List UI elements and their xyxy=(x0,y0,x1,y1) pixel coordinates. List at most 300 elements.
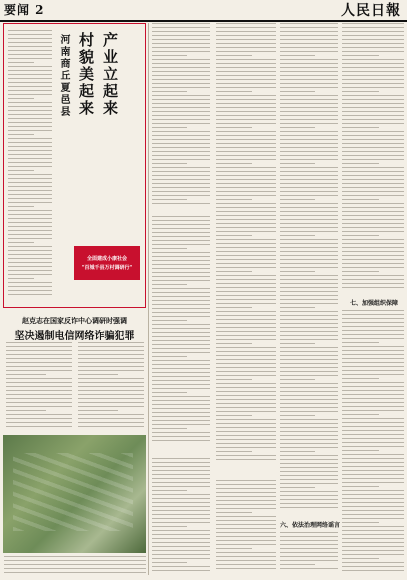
text-line-placeholder xyxy=(280,387,338,388)
text-line-placeholder xyxy=(8,198,52,199)
text-line-placeholder xyxy=(152,27,210,28)
text-line-placeholder xyxy=(280,403,338,404)
text-line-placeholder xyxy=(216,536,276,537)
text-line-placeholder xyxy=(342,91,379,92)
text-line-placeholder xyxy=(216,187,276,188)
text-line-placeholder xyxy=(342,103,404,104)
text-line-placeholder xyxy=(342,223,404,224)
text-line-placeholder xyxy=(216,283,276,284)
text-line-placeholder xyxy=(6,402,72,403)
text-line-placeholder xyxy=(280,67,338,68)
text-line-placeholder xyxy=(342,55,379,56)
text-line-placeholder xyxy=(8,182,52,183)
text-line-placeholder xyxy=(216,51,276,52)
text-line-placeholder xyxy=(342,115,404,116)
text-line-placeholder xyxy=(216,123,276,124)
text-line-placeholder xyxy=(342,510,404,511)
text-line-placeholder xyxy=(216,275,276,276)
text-line-placeholder xyxy=(280,568,338,569)
text-line-placeholder xyxy=(216,179,276,180)
text-line-placeholder xyxy=(280,307,315,308)
text-line-placeholder xyxy=(216,387,276,388)
text-line-placeholder xyxy=(342,159,404,160)
text-line-placeholder xyxy=(342,434,404,435)
text-line-placeholder xyxy=(152,416,210,417)
text-line-placeholder xyxy=(342,382,404,383)
text-line-placeholder xyxy=(78,378,144,379)
text-line-placeholder xyxy=(216,528,276,529)
text-line-placeholder xyxy=(152,131,210,132)
text-line-placeholder xyxy=(216,343,252,344)
text-line-placeholder xyxy=(280,231,338,232)
text-line-placeholder xyxy=(280,203,338,204)
text-line-placeholder xyxy=(152,400,210,401)
text-line-placeholder xyxy=(8,102,52,103)
text-line-placeholder xyxy=(216,35,276,36)
text-line-placeholder xyxy=(8,258,52,259)
text-line-placeholder xyxy=(152,570,210,571)
text-line-placeholder xyxy=(8,134,34,135)
text-line-placeholder xyxy=(280,419,338,420)
text-line-placeholder xyxy=(280,499,338,500)
text-line-placeholder xyxy=(216,367,276,368)
text-line-placeholder xyxy=(280,335,338,336)
text-line-placeholder xyxy=(280,255,338,256)
text-line-placeholder xyxy=(280,295,338,296)
text-line-placeholder xyxy=(280,275,338,276)
text-line-placeholder xyxy=(8,154,52,155)
text-line-placeholder xyxy=(216,540,276,541)
text-line-placeholder xyxy=(280,163,315,164)
text-line-placeholder xyxy=(6,378,72,379)
text-line-placeholder xyxy=(152,494,210,495)
text-line-placeholder xyxy=(152,83,210,84)
text-line-placeholder xyxy=(8,90,52,91)
text-line-placeholder xyxy=(342,530,404,531)
text-line-placeholder xyxy=(280,47,338,48)
photo-caption xyxy=(4,556,146,576)
text-line-placeholder xyxy=(216,496,276,497)
text-line-placeholder xyxy=(216,307,252,308)
text-line-placeholder xyxy=(152,518,210,519)
text-line-placeholder xyxy=(8,266,52,267)
text-line-placeholder xyxy=(342,350,404,351)
text-line-placeholder xyxy=(152,360,210,361)
text-line-placeholder xyxy=(8,162,52,163)
text-line-placeholder xyxy=(342,51,404,52)
text-line-placeholder xyxy=(216,111,276,112)
text-line-placeholder xyxy=(342,155,404,156)
text-line-placeholder xyxy=(216,131,276,132)
text-line-placeholder xyxy=(152,424,210,425)
text-line-placeholder xyxy=(280,279,338,280)
text-line-placeholder xyxy=(280,315,338,316)
text-line-placeholder xyxy=(152,183,210,184)
text-line-placeholder xyxy=(152,220,210,221)
text-line-placeholder xyxy=(152,440,210,441)
text-line-placeholder xyxy=(342,394,404,395)
text-line-placeholder xyxy=(342,95,404,96)
text-line-placeholder xyxy=(152,356,187,357)
text-line-placeholder xyxy=(152,123,210,124)
text-line-placeholder xyxy=(342,187,404,188)
text-line-placeholder xyxy=(280,427,338,428)
text-line-placeholder xyxy=(216,407,276,408)
text-line-placeholder xyxy=(8,178,52,179)
text-line-placeholder xyxy=(342,43,404,44)
text-line-placeholder xyxy=(152,103,210,104)
text-line-placeholder xyxy=(152,248,187,249)
text-line-placeholder xyxy=(280,263,338,264)
text-line-placeholder xyxy=(342,566,404,567)
text-line-placeholder xyxy=(216,279,276,280)
text-line-placeholder xyxy=(216,255,276,256)
masthead-logo: 人民日報 xyxy=(341,3,401,19)
text-line-placeholder xyxy=(152,324,210,325)
text-line-placeholder xyxy=(280,119,338,120)
text-line-placeholder xyxy=(216,415,252,416)
text-line-placeholder xyxy=(280,451,315,452)
text-line-placeholder xyxy=(8,190,52,191)
text-line-placeholder xyxy=(216,219,276,220)
text-line-placeholder xyxy=(342,562,404,563)
text-line-placeholder xyxy=(152,187,210,188)
text-line-placeholder xyxy=(152,75,210,76)
text-line-placeholder xyxy=(8,174,52,175)
text-line-placeholder xyxy=(8,50,52,51)
text-line-placeholder xyxy=(216,403,276,404)
text-line-placeholder xyxy=(280,564,315,565)
text-line-placeholder xyxy=(342,386,404,387)
text-line-placeholder xyxy=(342,251,404,252)
text-line-placeholder xyxy=(152,558,210,559)
text-line-placeholder xyxy=(216,419,276,420)
text-line-placeholder xyxy=(216,43,276,44)
text-line-placeholder xyxy=(152,328,210,329)
text-line-placeholder xyxy=(342,522,379,523)
text-line-placeholder xyxy=(6,358,72,359)
text-line-placeholder xyxy=(216,175,276,176)
text-line-placeholder xyxy=(152,256,210,257)
text-line-placeholder xyxy=(78,418,144,419)
text-line-placeholder xyxy=(6,426,72,427)
text-line-placeholder xyxy=(280,359,338,360)
text-line-placeholder xyxy=(216,119,276,120)
text-line-placeholder xyxy=(342,390,404,391)
text-line-placeholder xyxy=(280,43,338,44)
text-line-placeholder xyxy=(6,350,72,351)
text-line-placeholder xyxy=(216,263,276,264)
text-line-placeholder xyxy=(152,388,210,389)
text-line-placeholder xyxy=(280,447,338,448)
text-line-placeholder xyxy=(216,39,276,40)
text-line-placeholder xyxy=(216,556,276,557)
text-line-placeholder xyxy=(78,414,144,415)
text-line-placeholder xyxy=(152,191,210,192)
text-line-placeholder xyxy=(152,95,210,96)
text-line-placeholder xyxy=(152,498,210,499)
text-line-placeholder xyxy=(280,107,338,108)
text-line-placeholder xyxy=(8,166,52,167)
text-line-placeholder xyxy=(342,219,404,220)
text-line-placeholder xyxy=(78,406,144,407)
text-line-placeholder xyxy=(152,312,210,313)
text-line-placeholder xyxy=(216,443,276,444)
text-line-placeholder xyxy=(280,435,338,436)
text-line-placeholder xyxy=(280,175,338,176)
text-line-placeholder xyxy=(6,390,72,391)
text-line-placeholder xyxy=(342,450,379,451)
text-line-placeholder xyxy=(216,247,276,248)
text-line-placeholder xyxy=(8,58,52,59)
text-line-placeholder xyxy=(6,422,72,423)
text-line-placeholder xyxy=(152,23,210,24)
text-line-placeholder xyxy=(216,516,276,517)
text-line-placeholder xyxy=(342,199,379,200)
text-line-placeholder xyxy=(342,135,404,136)
text-line-placeholder xyxy=(216,323,276,324)
text-line-placeholder xyxy=(216,447,276,448)
text-line-placeholder xyxy=(342,279,404,280)
text-line-placeholder xyxy=(342,83,404,84)
text-line-placeholder xyxy=(280,411,338,412)
text-line-placeholder xyxy=(342,175,404,176)
text-line-placeholder xyxy=(280,311,338,312)
text-line-placeholder xyxy=(8,194,52,195)
text-line-placeholder xyxy=(342,151,404,152)
text-line-placeholder xyxy=(342,470,404,471)
text-line-placeholder xyxy=(152,542,210,543)
text-line-placeholder xyxy=(342,314,404,315)
text-line-placeholder xyxy=(8,170,34,171)
text-line-placeholder xyxy=(216,395,276,396)
text-line-placeholder xyxy=(6,370,72,371)
text-line-placeholder xyxy=(152,364,210,365)
text-line-placeholder xyxy=(342,111,404,112)
text-line-placeholder xyxy=(78,398,144,399)
text-line-placeholder xyxy=(216,235,252,236)
text-line-placeholder xyxy=(280,507,338,508)
text-line-placeholder xyxy=(216,455,276,456)
text-line-placeholder xyxy=(216,199,252,200)
text-line-placeholder xyxy=(78,382,144,383)
doc-col-4-bottom xyxy=(342,310,404,575)
text-line-placeholder xyxy=(280,31,338,32)
text-line-placeholder xyxy=(216,287,276,288)
text-line-placeholder xyxy=(280,23,338,24)
text-line-placeholder xyxy=(280,544,338,545)
text-line-placeholder xyxy=(216,59,276,60)
text-line-placeholder xyxy=(152,31,210,32)
text-line-placeholder xyxy=(216,484,276,485)
text-line-placeholder xyxy=(152,135,210,136)
feature-kicker: 河南商丘夏邑县 xyxy=(58,34,69,118)
text-line-placeholder xyxy=(342,498,404,499)
text-line-placeholder xyxy=(152,268,210,269)
text-line-placeholder xyxy=(216,319,276,320)
text-line-placeholder xyxy=(280,415,315,416)
text-line-placeholder xyxy=(152,380,210,381)
text-line-placeholder xyxy=(8,110,52,111)
text-line-placeholder xyxy=(8,206,34,207)
text-line-placeholder xyxy=(8,46,52,47)
text-line-placeholder xyxy=(342,318,404,319)
text-line-placeholder xyxy=(152,376,210,377)
text-line-placeholder xyxy=(216,508,276,509)
text-line-placeholder xyxy=(280,331,338,332)
text-line-placeholder xyxy=(280,503,338,504)
text-line-placeholder xyxy=(152,47,210,48)
text-line-placeholder xyxy=(152,308,210,309)
text-line-placeholder xyxy=(152,127,187,128)
text-line-placeholder xyxy=(152,79,210,80)
text-line-placeholder xyxy=(152,408,210,409)
text-line-placeholder xyxy=(280,39,338,40)
text-line-placeholder xyxy=(152,514,210,515)
text-line-placeholder xyxy=(8,114,52,115)
text-line-placeholder xyxy=(152,368,210,369)
text-line-placeholder xyxy=(216,564,276,565)
text-line-placeholder xyxy=(280,87,338,88)
text-line-placeholder xyxy=(152,550,210,551)
text-line-placeholder xyxy=(280,155,338,156)
text-line-placeholder xyxy=(280,455,338,456)
text-line-placeholder xyxy=(342,203,404,204)
text-line-placeholder xyxy=(216,195,276,196)
text-line-placeholder xyxy=(280,131,338,132)
text-line-placeholder xyxy=(6,346,72,347)
text-line-placeholder xyxy=(342,414,379,415)
text-line-placeholder xyxy=(8,122,52,123)
text-line-placeholder xyxy=(216,167,276,168)
text-line-placeholder xyxy=(8,218,52,219)
text-line-placeholder xyxy=(216,23,276,24)
text-line-placeholder xyxy=(152,143,210,144)
text-line-placeholder xyxy=(216,532,276,533)
text-line-placeholder xyxy=(216,103,276,104)
text-line-placeholder xyxy=(4,560,146,561)
doc-col-3-bottom xyxy=(280,532,338,575)
text-line-placeholder xyxy=(342,131,404,132)
text-line-placeholder xyxy=(280,271,315,272)
text-line-placeholder xyxy=(152,167,210,168)
text-line-placeholder xyxy=(152,228,210,229)
text-line-placeholder xyxy=(216,504,276,505)
text-line-placeholder xyxy=(152,151,210,152)
text-line-placeholder xyxy=(342,514,404,515)
feature-headline-1: 产业立起来 xyxy=(101,32,119,117)
text-line-placeholder xyxy=(342,330,404,331)
text-line-placeholder xyxy=(342,79,404,80)
text-line-placeholder xyxy=(152,163,187,164)
text-line-placeholder xyxy=(216,371,276,372)
text-line-placeholder xyxy=(280,463,338,464)
text-line-placeholder xyxy=(216,75,276,76)
text-line-placeholder xyxy=(280,339,338,340)
text-line-placeholder xyxy=(152,384,210,385)
text-line-placeholder xyxy=(152,372,210,373)
text-line-placeholder xyxy=(280,179,338,180)
text-line-placeholder xyxy=(280,183,338,184)
text-line-placeholder xyxy=(216,67,276,68)
text-line-placeholder xyxy=(216,327,276,328)
text-line-placeholder xyxy=(8,262,52,263)
text-line-placeholder xyxy=(216,411,276,412)
text-line-placeholder xyxy=(8,66,52,67)
text-line-placeholder xyxy=(152,478,210,479)
text-line-placeholder xyxy=(342,127,379,128)
text-line-placeholder xyxy=(280,247,338,248)
text-line-placeholder xyxy=(280,227,338,228)
text-line-placeholder xyxy=(280,187,338,188)
text-line-placeholder xyxy=(152,171,210,172)
text-line-placeholder xyxy=(342,406,404,407)
text-line-placeholder xyxy=(342,191,404,192)
text-line-placeholder xyxy=(216,315,276,316)
text-line-placeholder xyxy=(216,207,276,208)
text-line-placeholder xyxy=(342,526,404,527)
text-line-placeholder xyxy=(342,243,404,244)
text-line-placeholder xyxy=(216,223,276,224)
text-line-placeholder xyxy=(342,31,404,32)
text-line-placeholder xyxy=(152,55,187,56)
text-line-placeholder xyxy=(216,524,276,525)
text-line-placeholder xyxy=(216,568,276,569)
text-line-placeholder xyxy=(152,348,210,349)
text-line-placeholder xyxy=(216,355,276,356)
text-line-placeholder xyxy=(8,138,52,139)
text-line-placeholder xyxy=(152,336,210,337)
text-line-placeholder xyxy=(342,502,404,503)
text-line-placeholder xyxy=(152,474,210,475)
doc-col-1-mid xyxy=(152,216,210,446)
text-line-placeholder xyxy=(216,147,276,148)
text-line-placeholder xyxy=(342,215,404,216)
text-line-placeholder xyxy=(152,316,210,317)
subhead-section-7: 七、加强组织保障 xyxy=(349,300,398,307)
text-line-placeholder xyxy=(280,35,338,36)
text-line-placeholder xyxy=(280,536,338,537)
text-line-placeholder xyxy=(152,428,187,429)
text-line-placeholder xyxy=(216,291,276,292)
text-line-placeholder xyxy=(152,566,210,567)
text-line-placeholder xyxy=(152,147,210,148)
text-line-placeholder xyxy=(152,179,210,180)
text-line-placeholder xyxy=(342,438,404,439)
doc-col-3 xyxy=(280,23,338,513)
text-line-placeholder xyxy=(342,478,404,479)
text-line-placeholder xyxy=(280,459,338,460)
text-line-placeholder xyxy=(280,552,338,553)
text-line-placeholder xyxy=(6,374,46,375)
text-line-placeholder xyxy=(280,323,338,324)
text-line-placeholder xyxy=(216,55,252,56)
text-line-placeholder xyxy=(280,303,338,304)
text-line-placeholder xyxy=(280,139,338,140)
text-line-placeholder xyxy=(8,62,34,63)
text-line-placeholder xyxy=(216,351,276,352)
text-line-placeholder xyxy=(152,51,210,52)
text-line-placeholder xyxy=(152,522,210,523)
text-line-placeholder xyxy=(152,420,210,421)
text-line-placeholder xyxy=(152,91,187,92)
text-line-placeholder xyxy=(280,367,338,368)
text-line-placeholder xyxy=(152,462,210,463)
text-line-placeholder xyxy=(280,91,315,92)
lower-story-col-1 xyxy=(6,342,72,430)
text-line-placeholder xyxy=(8,98,34,99)
text-line-placeholder xyxy=(8,274,52,275)
